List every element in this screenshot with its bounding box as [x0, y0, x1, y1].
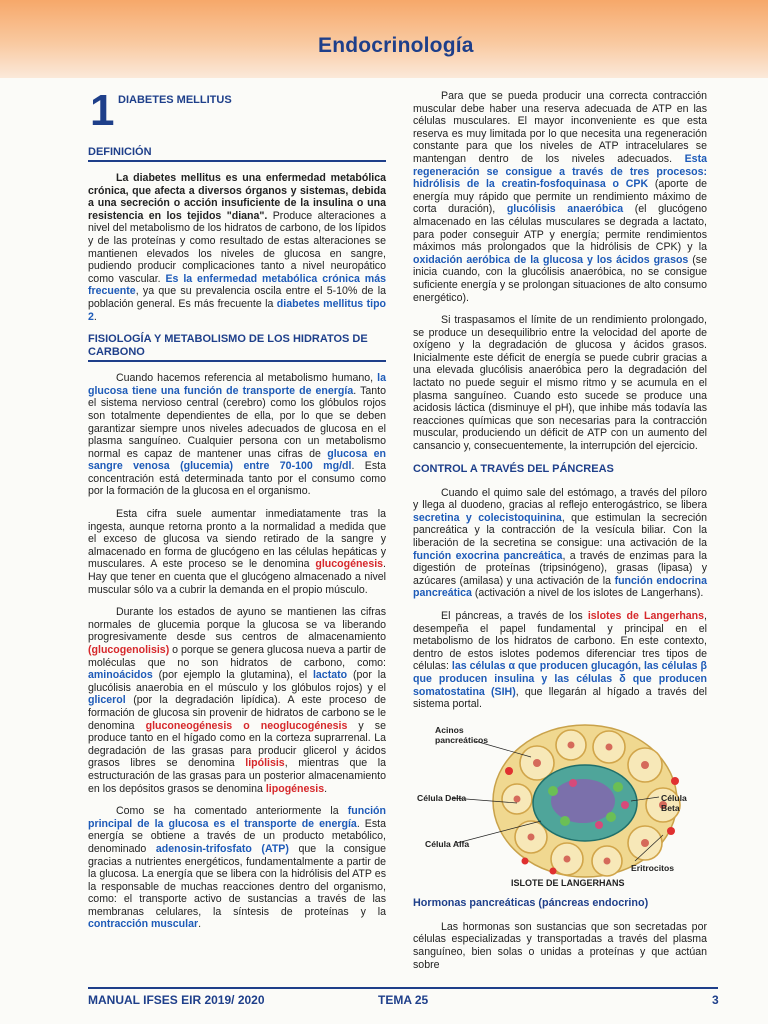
paragraph-quimo: Cuando el quimo sale del estómago, a través del píloro y llega al duodeno, gracias al reflejo enterogástrico, se libera secretina y colecistoquinina, que estimulan la secreción pancreática y la contracción de la vesícula biliar. Con la liberación de la secretina se consigue: una activación de la función exocrina pancreática, a través de enzimas para la digestión de proteínas (tripsinógeno), grasas (lipasa) y azúcares (amilasa) y una activación de la función endocrina pancreática (activación a nivel de los islotes de Langerhans).: [413, 486, 707, 600]
label-celula-alfa: Célula Alfa: [425, 838, 470, 849]
subheading-hormonas: Hormonas pancreáticas (páncreas endocrino): [413, 896, 649, 909]
label-celula-beta: Célula Beta: [661, 792, 687, 813]
chapter-number: 1: [90, 86, 115, 135]
section-heading-fisiologia: FISIOLOGÍA Y METABOLISMO DE LOS HIDRATOS DE CARBONO: [88, 333, 386, 362]
figure-caption: ISLOTE DE LANGERHANS: [511, 877, 625, 888]
footer-manual: MANUAL IFSES EIR 2019/ 2020: [88, 993, 265, 1007]
paragraph-limite: Si traspasamos el límite de un rendimiento prolongado, se produce un desequilibrio entre la velocidad del aporte de oxígeno y la degradación de glucosa y ácidos grasos. Inicialmente este déficit de energía se puede cubrir gracias a una elevada glucólisis anaeróbica pero la degradación del lactato no puede seguir el mismo ritmo y se acumula en el plasma sanguíneo. Cuando esto sucede se produce una acidosis láctica (disminuye el pH), que inhibe más todavía las reacciones químicas que son necesarias para la contracción muscular, produciendo un déficit de ATP con un aumento del cansancio y, consecuentemente, la interrupción del ejercicio.: [413, 314, 707, 453]
page-title: Endocrinología: [318, 34, 474, 57]
paragraph-islotes: El páncreas, a través de los islotes de Langerhans, desempeña el papel fundamental y principal en el metabolismo de los hidratos de carbono. En este contexto, dentro de estos islotes podemos diferenciar tres tipos de células: las células α que producen glucagón, las células β que producen insulina y las células δ que producen somatostatina (SIH), que llegarán al hígado a través del sistema portal.: [413, 609, 707, 711]
definition-text: La diabetes mellitus es una enfermedad metabólica crónica, que afecta a diversos órganos y sistemas, debida a una secreción o acción insuficiente de la insulina o una resistencia en los tejidos "diana".: [88, 172, 386, 222]
paragraph-glucogenesis: Esta cifra suele aumentar inmediatamente tras la ingesta, aunque retorna pronto a la normalidad a medida que el exceso de glucosa va siendo retirado de la sangre y almacenado en forma de glucógeno en las células hepáticas y musculares. A este proceso se le denomina glucogénesis. Hay que tener en cuenta que el glucógeno almacenado a nivel muscular sólo va a cubrir la demanda en el propio músculo.: [88, 508, 386, 596]
chapter-heading: [88, 86, 386, 142]
footer-tema: TEMA 25: [378, 993, 429, 1007]
label-acinos: Acinos pancreáticos: [435, 724, 489, 745]
label-eritrocitos: Eritrocitos: [631, 862, 674, 873]
langerhans-figure: [413, 721, 707, 889]
right-column: [413, 90, 707, 981]
chapter-title: DIABETES MELLITUS: [118, 94, 232, 106]
paragraph-atp: Como se ha comentado anteriormente la función principal de la glucosa es el transporte de energía. Esta energía se obtiene a través de un producto metabólico, denominado adenosin-trifosfato (ATP) que la consigue gracias a nutrientes energéticos, fundamentalmente a partir de la glucosa. La energía que se libera con la hidrólisis del ATP es la responsable de muchas reacciones dentro del organismo, como: el transporte activo de sustancias a través de las membranas celulares, la síntesis de proteínas y la contracción muscular.: [88, 805, 386, 931]
paragraph-definicion: La diabetes mellitus es una enfermedad metabólica crónica, que afecta a diversos órganos y sistemas, debida a una secreción o acción insuficiente de la insulina o una resistencia en los tejidos "diana". Produce alteraciones a nivel del metabolismo de los hidratos de carbono, de los lípidos y de las proteínas y como resultado de estas alteraciones se mantienen elevados los niveles de glucosa en sangre, pudiendo producir complicaciones tanto a nivel neuropático como vascular. Es la enfermedad metabólica crónica más frecuente, ya que su prevalencia oscila entre el 5-10% de la población general. Es más frecuente la diabetes mellitus tipo 2.: [88, 172, 387, 323]
paragraph-hormonas: Las hormonas son sustancias que son secretadas por células especializadas y transportadas a través del plasma sanguíneo, bien solas o unidas a proteínas y que actúan sobre: [413, 920, 707, 971]
section-heading-control: CONTROL A TRAVÉS DEL PÁNCREAS: [413, 462, 614, 475]
paragraph-metabolismo: Cuando hacemos referencia al metabolismo humano, la glucosa tiene una función de transporte de energía. Tanto el sistema nervioso central (cerebro) como los glóbulos rojos son totalmente dependientes de ella, por lo que se deben garantizar siempre unos niveles adecuados de glucosa en el plasma sanguíneo. Cualquier persona con un metabolismo normal es capaz de mantener unas cifras de glucosa en sangre venosa (glucemia) entre 70-100 mg/dl. Esta concentración está determinada tanto por el consumo como por la formación de la glucosa en el organismo.: [88, 372, 386, 498]
footer-divider: [88, 987, 718, 989]
page-number: 3: [712, 993, 719, 1007]
label-celula-delta: Célula Delta: [417, 792, 467, 803]
section-heading-definicion: DEFINICIÓN: [88, 146, 386, 162]
left-column: [88, 86, 387, 941]
paragraph-ayuno: Durante los estados de ayuno se mantienen las cifras normales de glucemia porque la glucosa se va liberando progresivamente desde sus centros de almacenamiento (glucogenolisis) o porque se genera glucosa nueva a partir de moléculas que no son hidratos de carbono, como: aminoácidos (por ejemplo la glutamina), el lactato (por la glucólisis anaerobia en el músculo y los glóbulos rojos) y el glicerol (por la degradación lipídica). A este proceso de formación de glucosa sin provenir de hidratos de carbono se le denomina gluconeogénesis o neoglucogénesis y se produce tanto en el hígado como en la corteza suprarrenal. La degradación de las grasas para producir glicerol y ácidos grasos libres se denomina lipólisis, mientras que la estructuración de las grasas para un posterior almacenamiento en los depósitos grasos se denomina lipogénesis.: [88, 606, 386, 795]
paragraph-contraccion: Para que se pueda producir una correcta contracción muscular debe haber una reserva adecuada de ATP en las células musculares. El mayor inconveniente es que esta reserva es muy limitada por lo que necesita una regeneración constante para que los niveles de ATP intracelulares se mantengan dentro de los niveles adecuados. Esta regeneración se consigue a través de tres procesos: hidrólisis de la creatin-fosfoquinasa o CPK (aporte de energía muy rápido que permite un rendimiento máximo de corta duración), glucólisis anaeróbica (el glucógeno almacenado en las células musculares se degrada a lactato, para poder conseguir ATP y energía; permite rendimientos máximos más prolongados que la hidrólisis de CPK) y la oxidación aeróbica de la glucosa y los ácidos grasos (se inicia cuando, con la glucólisis anaeróbica, no se consigue suficiente energía y se prolongan situaciones de alto consumo energético).: [413, 90, 707, 304]
